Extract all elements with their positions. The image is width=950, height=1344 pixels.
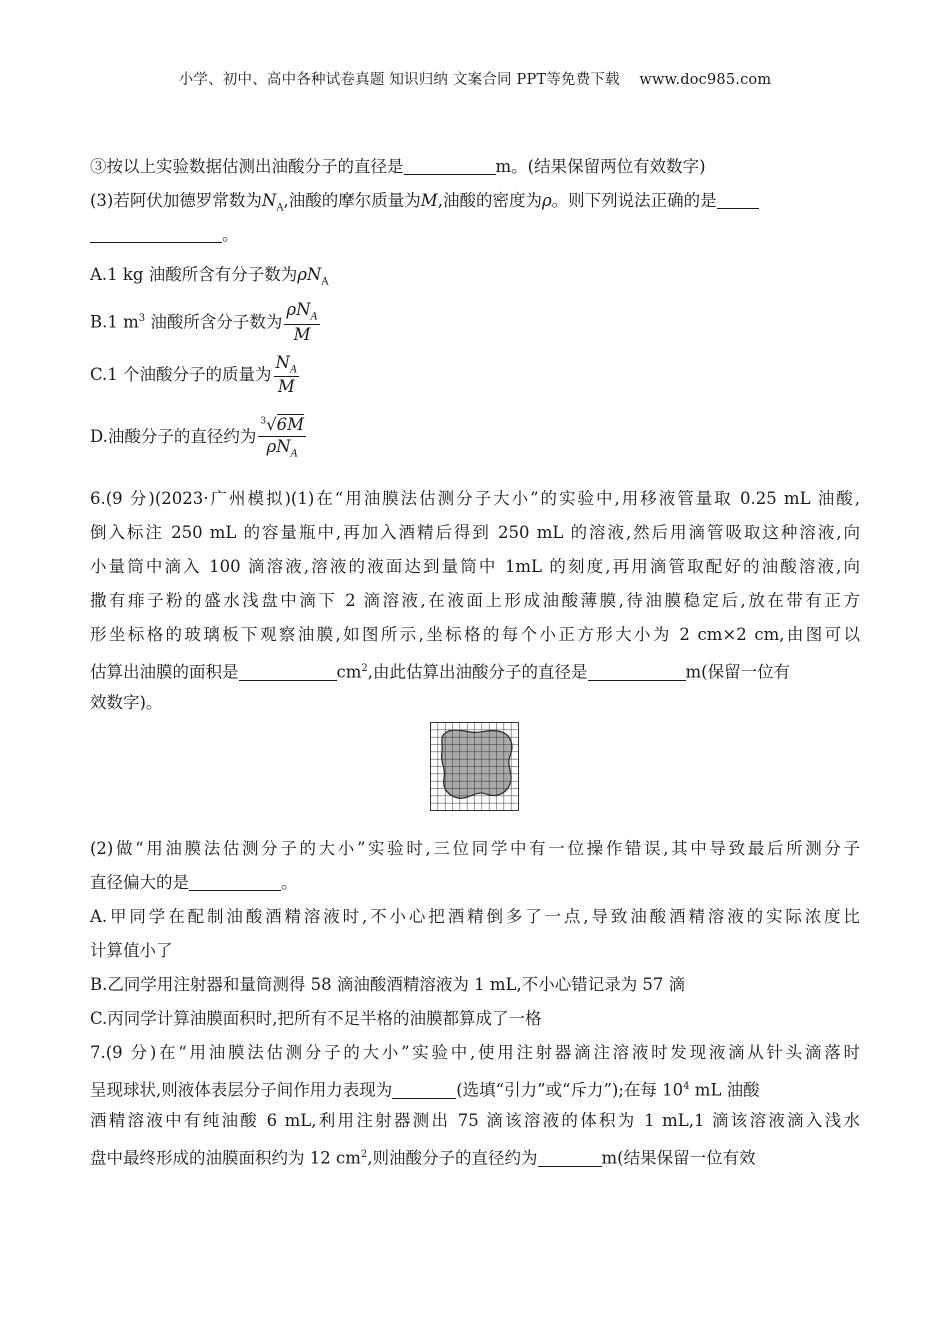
subscript: A [321,276,329,288]
fraction [274,354,300,398]
q7-block [90,1036,860,1172]
numerator: 6M [276,414,305,434]
q6-part2-line-blank [90,866,860,900]
superscript: 2 [360,1149,368,1160]
q7-line-blank-2 [90,1138,860,1172]
text: 。 [222,225,239,244]
denominator: ρN [266,436,291,456]
q5-option-d [90,414,860,460]
oil-film-figure [90,720,860,832]
symbol-rho: ρ [541,191,552,210]
document-body [90,150,860,1172]
q7-line: 7.(9 分)在“用油膜法估测分子的大小”实验中,使用注射器滴注溶液时发现液滴从针头滴落时 [90,1043,860,1062]
q6-line-blanks [90,652,860,686]
q7-line: 酒精溶液中有纯油酸 6 mL,利用注射器测出 75 滴该溶液的体积为 1 mL,1 滴该溶液滴入浅水 [90,1111,860,1130]
formula: ρN [297,265,322,284]
q6-option-a-cont: 计算值小了 [90,941,173,960]
unit: cm [336,662,362,682]
option-text: D.油酸分子的直径约为 [90,427,257,446]
answer-blank[interactable] [538,1148,602,1166]
text: m(保留一位有 [685,662,791,682]
text: m(结果保留一位有效 [601,1148,756,1168]
answer-blank[interactable] [588,662,686,680]
text: ,油酸的密度为 [437,191,542,210]
text: 。则下列说法正确的是 [551,191,717,210]
denominator: M [277,377,295,397]
text: 盘中最终形成的油膜面积约为 12 cm [90,1148,361,1168]
text: 直径偏大的是 [90,873,189,892]
q5-item3-text: ③按以上实验数据估测出油酸分子的直径是 [90,157,404,176]
subscript: A [310,311,318,323]
text: ,油酸的摩尔质量为 [283,191,421,210]
q5-item3-line [90,150,860,184]
denominator: M [293,324,311,344]
q6-line: 撒有痱子粉的盛水浅盘中滴下 2 滴溶液,在液面上形成油酸薄膜,待油膜稳定后,放在带有正方 [90,591,860,610]
text: (选填“引力”或“斥力”);在每 10 [456,1080,684,1100]
text: ,由此估算出油酸分子的直径是 [367,662,588,682]
symbol-m: M [420,191,438,210]
answer-blank[interactable] [90,225,222,243]
answer-blank[interactable] [189,873,281,891]
q6-line: 效数字)。 [90,693,163,712]
q5-item3-tail: m。(结果保留两位有效数字) [495,157,706,176]
q6-line: 倒入标注 250 mL 的容量瓶中,再加入酒精后得到 250 mL 的溶液,然后用滴管吸取这种溶液,向 [90,523,860,542]
q6-line: 形坐标格的玻璃板下观察油膜,如图所示,坐标格的每个小正方形大小为 2 cm×2 cm,由图可以 [90,625,860,644]
q6-line: 6.(9 分)(2023·广州模拟)(1)在“用油膜法估测分子大小”的实验中,用移液管量取 0.25 mL 油酸, [90,489,860,508]
subscript: A [290,447,298,459]
subscript: A [276,202,284,214]
q6-option-c: C.丙同学计算油膜面积时,把所有不足半格的油膜都算成了一格 [90,1009,542,1028]
option-text: C.1 个油酸分子的质量为 [90,365,272,384]
text: 。 [281,873,298,892]
text: 呈现球状,则液体表层分子间作用力表现为 [90,1080,393,1100]
q6-block [90,482,860,1036]
numerator: N [275,352,290,372]
option-text: B.1 m [90,312,139,332]
option-text: A.1 kg 油酸所含有分子数为 [90,265,298,284]
q5-part3-line [90,184,860,218]
q5-option-c [90,352,860,398]
text: 估算出油膜的面积是 [90,662,239,682]
text: mL 油酸 [689,1080,760,1100]
q5-option-b [90,296,860,342]
superscript: 3 [138,313,146,324]
q6-option-b: B.乙同学用注射器和量筒测得 58 滴油酸酒精溶液为 1 mL,不小心错记录为 57 滴 [90,975,686,994]
root-index: 3 [260,416,267,427]
page-header: 小学、初中、高中各种试卷真题 知识归纳 文案合同 PPT等免费下载 www.doc985.com [178,72,772,88]
numerator: ρN [286,300,311,320]
q5-part3-line-cont [90,218,860,252]
option-text: 油酸所含分子数为 [145,312,283,332]
superscript: 4 [683,1081,690,1092]
answer-blank[interactable] [239,662,337,680]
q6-option-a: A.甲同学在配制油酸酒精溶液时,不小心把酒精倒多了一点,导致油酸酒精溶液的实际浓度比 [90,907,860,926]
q5-option-a [90,258,860,292]
superscript: 2 [361,663,368,674]
answer-blank[interactable] [717,191,759,209]
q6-line: 小量筒中滴入 100 滴溶液,溶液的液面达到量筒中 1mL 的刻度,再用滴管取配好的油酸溶液,向 [90,557,860,576]
fraction [284,301,319,345]
symbol-na: N [261,191,277,210]
answer-blank[interactable] [404,157,496,175]
q6-part2-line: (2)做“用油膜法估测分子的大小”实验时,三位同学中有一位操作错误,其中导致最后所测分子 [90,839,860,858]
oil-film-shape [442,730,512,798]
answer-blank[interactable] [392,1080,456,1098]
subscript: A [289,363,298,375]
oil-film-grid-diagram [430,722,520,812]
text: ,则油酸分子的直径约为 [367,1148,538,1168]
fraction: $\frac{^3√6M}{\rho N_A}$ [260,414,305,459]
text: (3)若阿伏加德罗常数为 [90,191,262,210]
q7-line-blank [90,1070,860,1104]
